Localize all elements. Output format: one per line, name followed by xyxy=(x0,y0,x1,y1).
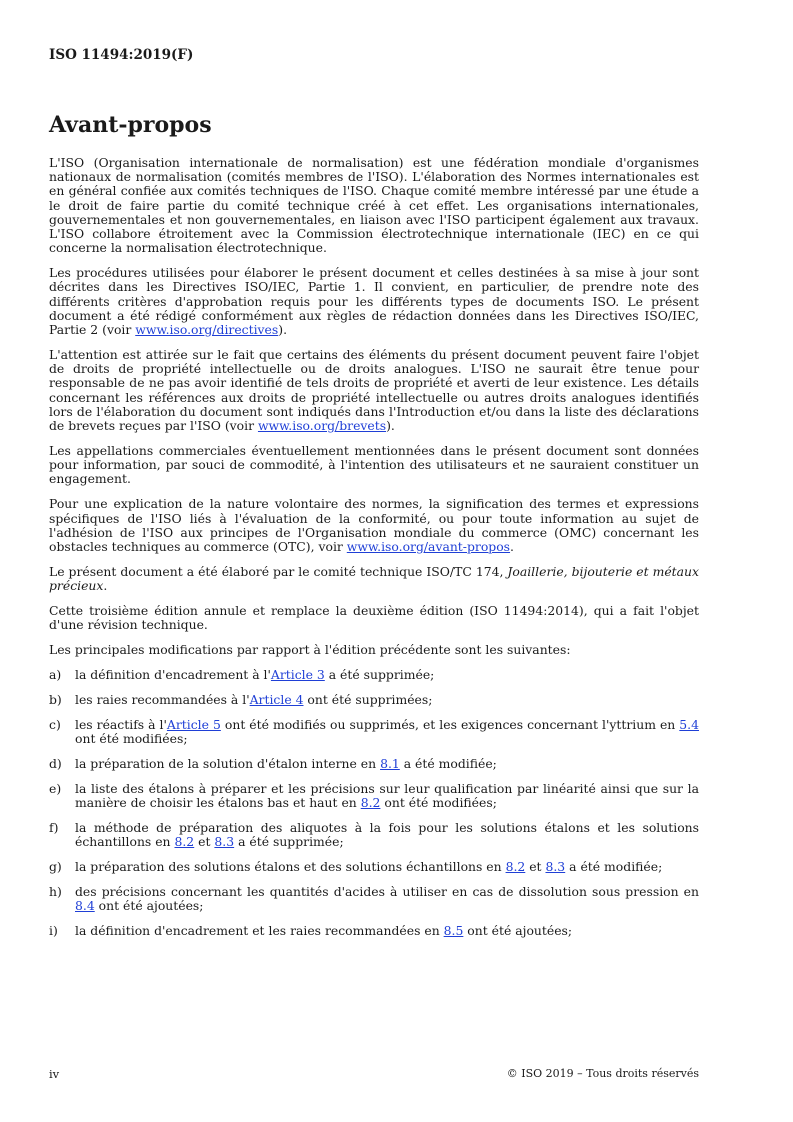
list-item: f) la méthode de préparation des aliquotes à la fois pour les solutions étalons et les solutions échantillons en 8.2 et 8.3 a été supprimée; xyxy=(49,819,699,850)
paragraph-iso-organisation: L'ISO (Organisation internationale de normalisation) est une fédération mondiale d'organismes nationaux de normalisation (comités membres de l'ISO). L'élaboration des Normes internationales est en général confiée aux comités techniques de l'ISO. Chaque comité membre intéressé par une étude a le droit de faire partie du comité technique créé à cet effet. Les organisations internationales, gouvernementales et non gouvernementales, en liaison avec l'ISO participent également aux travaux. L'ISO collabore étroitement avec la Commission électrotechnique internationale (IEC) en ce qui concerne la normalisation électrotechnique. xyxy=(49,155,699,256)
list-item: h) des précisions concernant les quantités d'acides à utiliser en cas de dissolution sous pression en 8.4 ont été ajoutées; xyxy=(49,883,699,913)
link-article-5[interactable]: Article 5 xyxy=(166,717,221,733)
link-8-3[interactable]: 8.3 xyxy=(545,858,566,874)
link-8-2[interactable]: 8.2 xyxy=(360,795,381,811)
link-article-4[interactable]: Article 4 xyxy=(249,692,304,708)
changes-list xyxy=(49,668,699,937)
list-item: e) la liste des étalons à préparer et les précisions sur leur qualification par linéarité ainsi que sur la manière de choisir les étalons bas et haut en 8.2 ont été modifiées; xyxy=(49,780,699,811)
link-directives[interactable]: www.iso.org/directives xyxy=(135,322,279,338)
link-8-5[interactable]: 8.5 xyxy=(443,922,464,938)
link-article-3[interactable]: Article 3 xyxy=(270,667,325,683)
list-item: d) la préparation de la solution d'étalon interne en 8.1 a été modifiée; xyxy=(49,756,497,772)
list-item: c) les réactifs à l'Article 5 ont été modifiés ou supprimés, et les exigences concernant l'yttrium en 5.4 ont été modifiées; xyxy=(49,717,700,747)
committee-title: Joaillerie, bijouterie et métaux précieux xyxy=(49,564,699,594)
foreword-body xyxy=(49,156,699,948)
document-identifier: ISO 11494:2019(F) xyxy=(49,47,194,63)
list-item: g) la préparation des solutions étalons et des solutions échantillons en 8.2 et 8.3 a été modifiée; xyxy=(49,858,663,874)
list-item: a) la définition d'encadrement à l'Article 3 a été supprimée; xyxy=(49,667,435,683)
paragraph-procedures: Les procédures utilisées pour élaborer le présent document et celles destinées à sa mise à jour sont décrites dans les Directives ISO/IEC, Partie 1. Il convient, en particulier, de prendre note des différents critères d'approbation requis pour les différents types de documents ISO. Le présent document a été rédigé conformément aux règles de rédaction données dans les Directives ISO/IEC, Partie 2 (voir www.iso.org/directives). xyxy=(49,265,699,338)
paragraph-trade-names: Les appellations commerciales éventuellement mentionnées dans le présent document sont données pour information, par souci de commodité, à l'intention des utilisateurs et ne sauraient constituer un engagement. xyxy=(49,443,699,487)
paragraph-changes-intro: Les principales modifications par rapport à l'édition précédente sont les suivantes: xyxy=(49,642,571,658)
link-8-2[interactable]: 8.2 xyxy=(505,858,526,874)
paragraph-edition: Cette troisième édition annule et remplace la deuxième édition (ISO 11494:2014), qui a fait l'objet d'une révision technique. xyxy=(49,603,699,633)
link-5-4[interactable]: 5.4 xyxy=(679,717,700,733)
link-8-1[interactable]: 8.1 xyxy=(380,756,400,772)
paragraph-patent-rights: L'attention est attirée sur le fait que certains des éléments du présent document peuvent faire l'objet de droits de propriété intellectuelle ou de droits analogues. L'ISO ne saurait être tenue pour responsable de ne pas avoir identifié de tels droits de propriété et averti de leur existence. Les détails concernant les références aux droits de propriété intellectuelle ou autres droits analogues identifiés lors de l'élaboration du document sont indiqués dans l'Introduction et/ou dans la liste des déclarations de brevets reçues par l'ISO (voir www.iso.org/brevets). xyxy=(49,347,699,434)
link-8-2[interactable]: 8.2 xyxy=(174,834,195,850)
link-8-4[interactable]: 8.4 xyxy=(75,897,95,913)
link-brevets[interactable]: www.iso.org/brevets xyxy=(257,418,387,434)
paragraph-committee: Le présent document a été élaboré par le comité technique ISO/TC 174, Joaillerie, bijouterie et métaux précieux. xyxy=(49,564,699,594)
page-title: Avant-propos xyxy=(49,112,212,138)
link-8-3[interactable]: 8.3 xyxy=(214,834,235,850)
list-item: b) les raies recommandées à l'Article 4 ont été supprimées; xyxy=(49,692,433,708)
copyright-notice: © ISO 2019 – Tous droits réservés xyxy=(506,1067,699,1080)
paragraph-voluntary-nature: Pour une explication de la nature volontaire des normes, la signification des termes et expressions spécifiques de l'ISO liés à l'évaluation de la conformité, ou pour toute information au sujet de l'adhésion de l'ISO aux principes de l'Organisation mondiale du commerce (OMC) concernant les obstacles techniques au commerce (OTC), voir www.iso.org/avant-propos. xyxy=(49,496,699,555)
link-avant-propos[interactable]: www.iso.org/avant-propos xyxy=(346,539,511,555)
list-item: i) la définition d'encadrement et les raies recommandées en 8.5 ont été ajoutées; xyxy=(49,922,573,938)
page-number: iv xyxy=(49,1067,60,1081)
